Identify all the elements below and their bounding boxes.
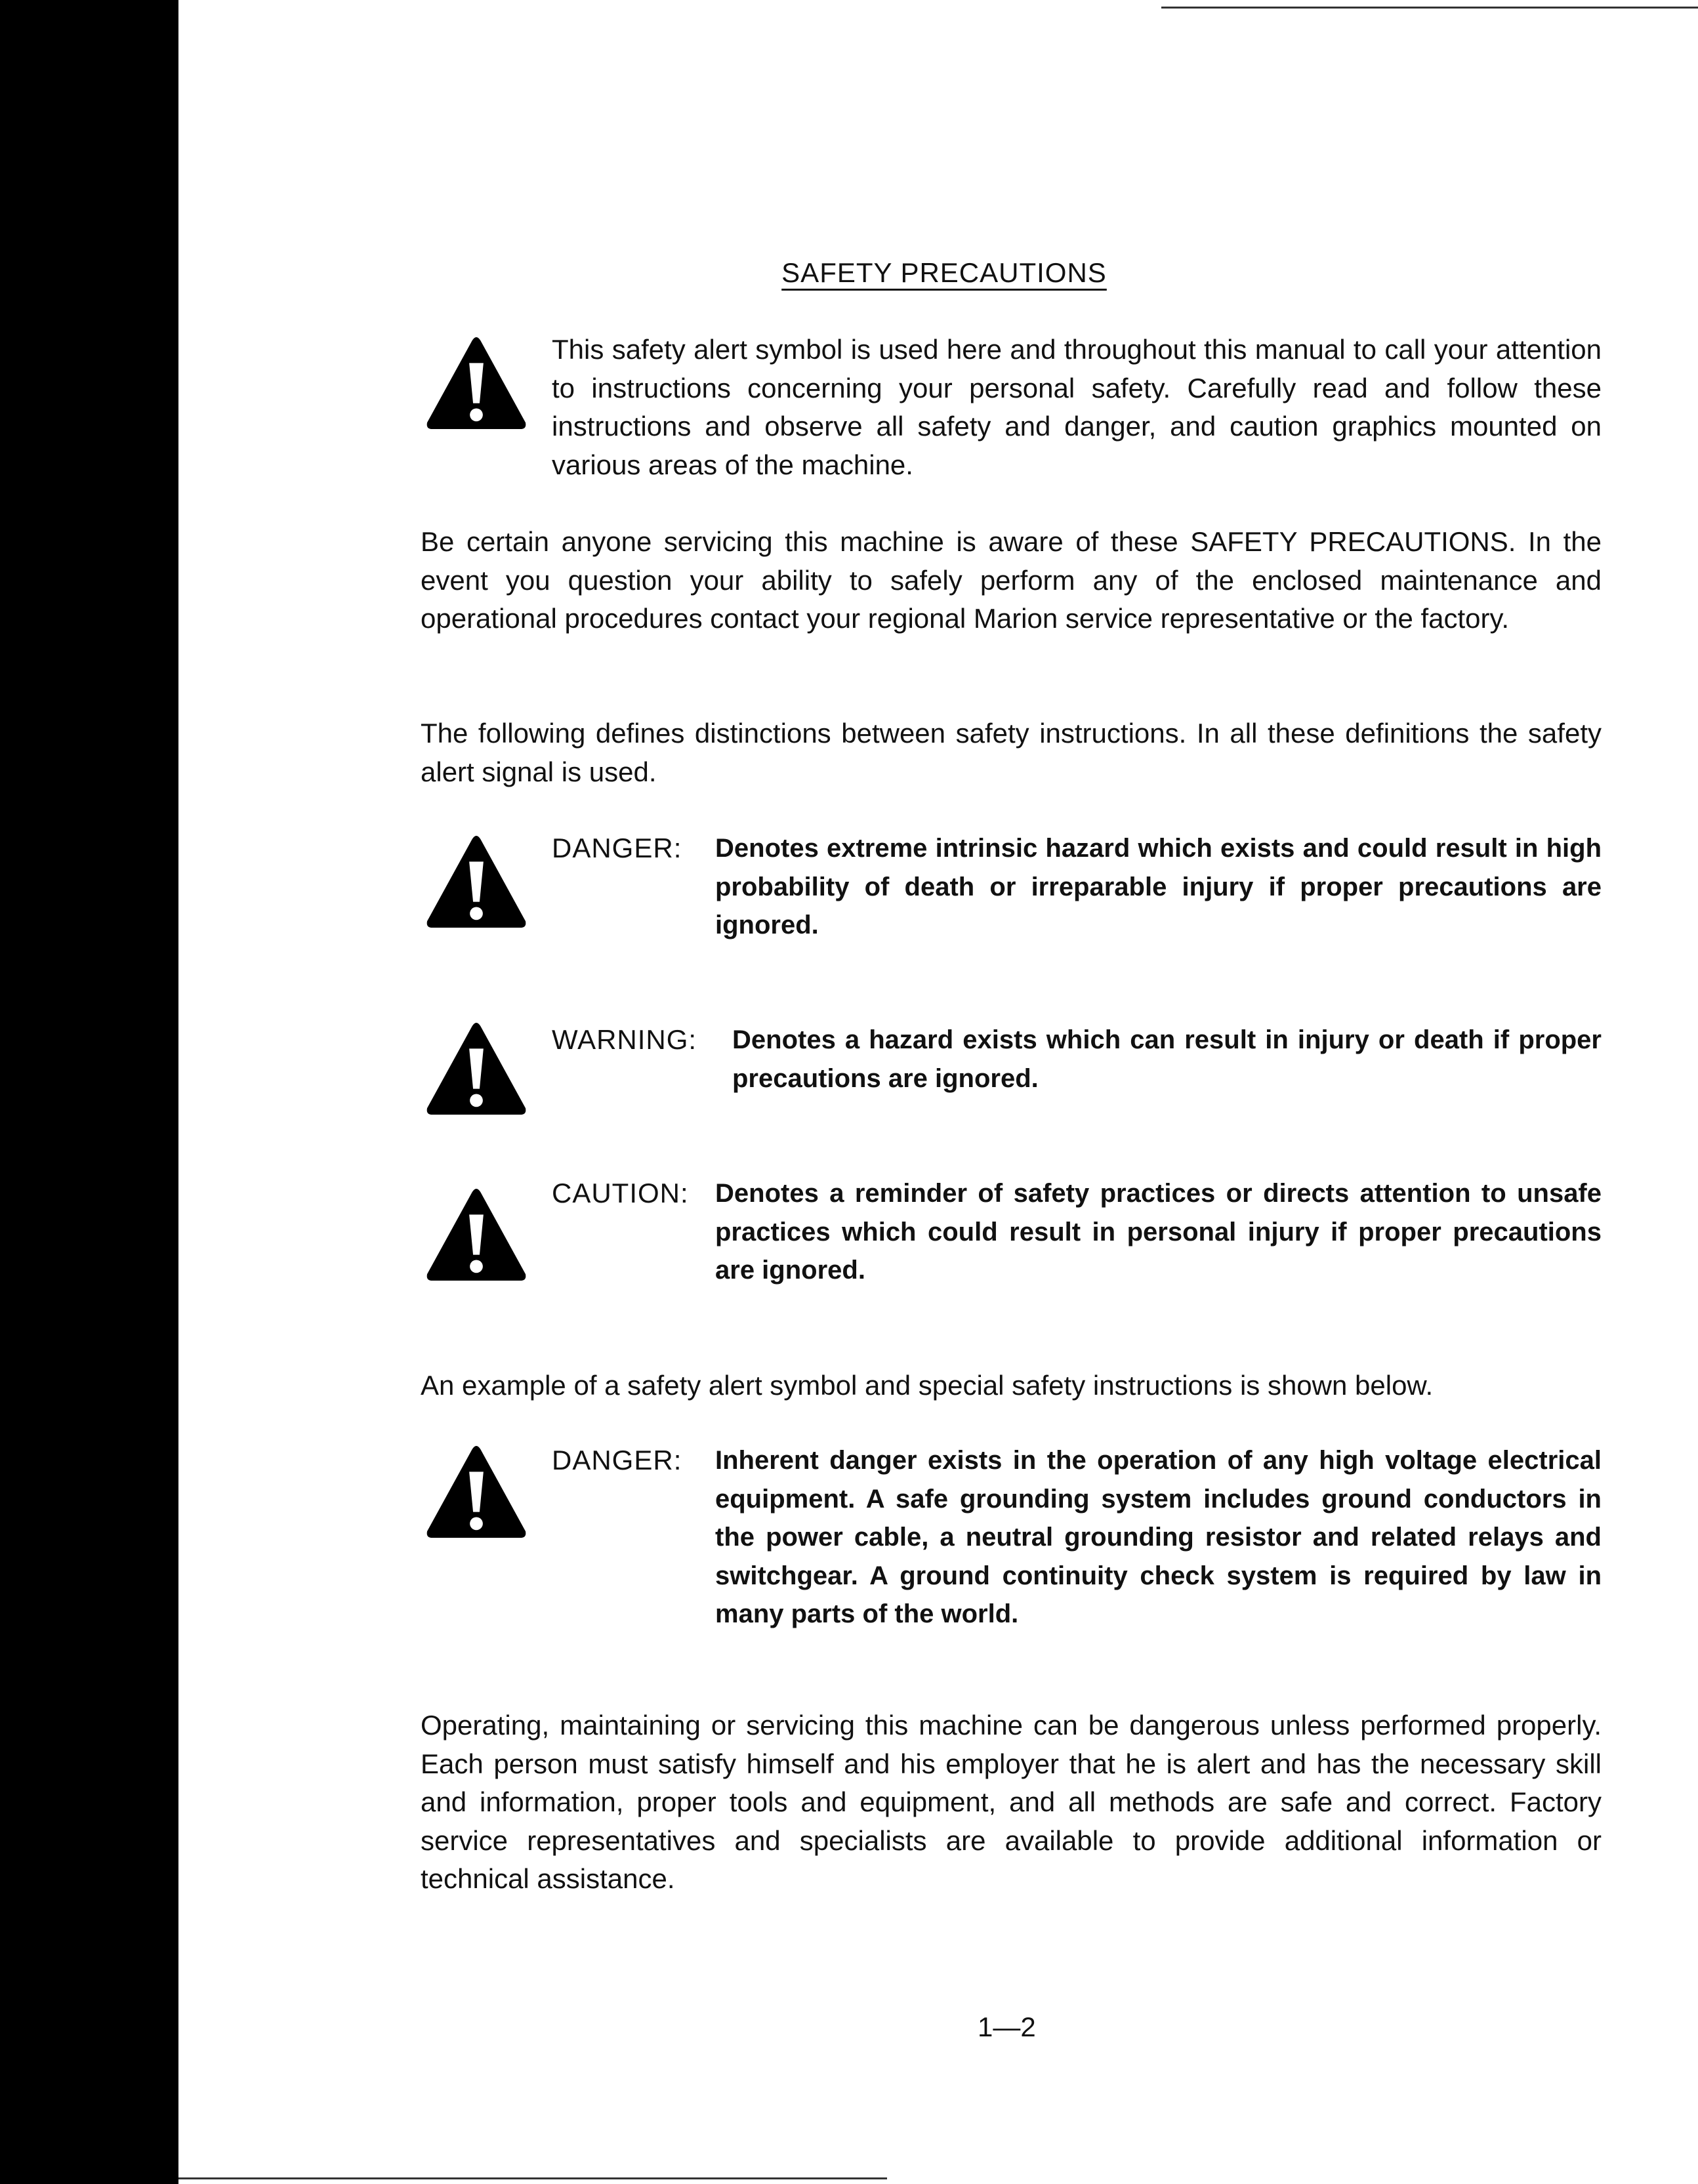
danger-label: DANGER:: [552, 833, 682, 863]
danger-definition: Denotes extreme intrinsic hazard which exists and could result in high probability of death or irreparable injury if proper precautions are ignored.: [715, 834, 1602, 939]
caution-label: CAUTION:: [552, 1178, 689, 1208]
bottom-rule: [178, 2177, 887, 2179]
safety-alert-icon: [424, 335, 528, 432]
example-intro: An example of a safety alert symbol and special safety instructions is shown below.: [421, 1370, 1434, 1401]
warning-label: WARNING:: [552, 1024, 697, 1055]
caution-definition: Denotes a reminder of safety practices or directs attention to unsafe practices which could result in personal injury if proper precautions are ignored.: [715, 1179, 1602, 1285]
top-rule: [1161, 7, 1698, 9]
closing-paragraph: Operating, maintaining or servicing this machine can be dangerous unless performed properly. Each person must satisfy himself and his employer that he is alert and has the necessary skill and information, proper tools and equipment, and all methods are safe and correct. Factory service representatives and specialists are available to provide additional information or technical assistance.: [421, 1710, 1602, 1894]
page-title: SAFETY PRECAUTIONS: [781, 257, 1107, 288]
paragraph-distinctions: The following defines distinctions between safety instructions. In all these definitions the safety alert signal is used.: [421, 718, 1602, 787]
example-danger-text: Inherent danger exists in the operation of any high voltage electrical equipment. A safe grounding system includes ground conductors in the power cable, a neutral grounding resistor and related relays and switchgear. A ground continuity check system is required by law in many parts of the world.: [715, 1446, 1602, 1628]
scan-binding-edge: [0, 0, 178, 2184]
warning-alert-icon: [424, 1020, 528, 1117]
danger-alert-icon: [424, 833, 528, 930]
example-danger-alert-icon: [424, 1443, 528, 1540]
intro-paragraph: This safety alert symbol is used here and throughout this manual to call your attention to instructions concerning your personal safety. Carefully read and follow these instructions and observe all safety and danger, and caution graphics mounted on various areas of the machine.: [552, 334, 1602, 480]
warning-definition: Denotes a hazard exists which can result in injury or death if proper precautions are ignored.: [732, 1025, 1602, 1093]
caution-alert-icon: [424, 1186, 528, 1283]
page-number: 1—2: [978, 2011, 1036, 2042]
example-danger-label: DANGER:: [552, 1445, 682, 1475]
paragraph-awareness: Be certain anyone servicing this machine is aware of these SAFETY PRECAUTIONS. In the event you question your ability to safely perform any of the enclosed maintenance and operational procedures contact your regional Marion service representative or the factory.: [421, 526, 1602, 634]
